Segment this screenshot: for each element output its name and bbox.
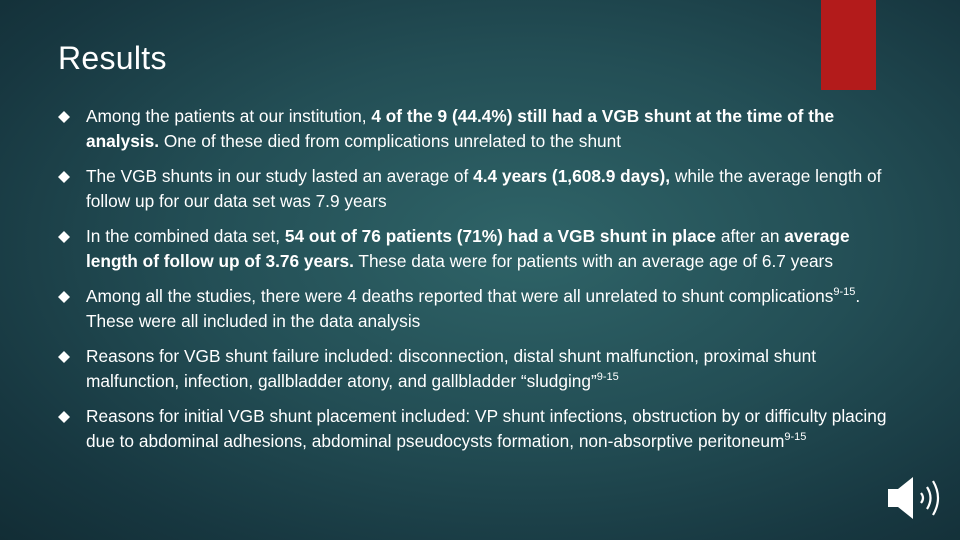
diamond-bullet-icon — [58, 351, 70, 363]
diamond-bullet-icon — [58, 411, 70, 423]
accent-bar — [821, 0, 876, 90]
speaker-icon[interactable] — [885, 472, 943, 524]
bullet-item — [58, 224, 898, 274]
bullet-item — [58, 104, 898, 154]
bullet-text: The VGB shunts in our study lasted an average of 4.4 years (1,608.9 days), while the average length of follow up for our data set was 7.9 years — [86, 166, 882, 211]
bullet-text: Reasons for initial VGB shunt placement included: VP shunt infections, obstruction by or difficulty placing due to abdominal adhesions, abdominal pseudocysts formation, non-absorptive peritoneum$^{9-15}$ — [86, 406, 887, 451]
bullet-list — [58, 104, 898, 464]
bullet-item — [58, 344, 898, 394]
bullet-text: In the combined data set, 54 out of 76 patients (71%) had a VGB shunt in place after an average length of follow up of 3.76 years. These data were for patients with an average age of 6.7 years — [86, 226, 850, 271]
bullet-text: Reasons for VGB shunt failure included: disconnection, distal shunt malfunction, proximal shunt malfunction, infection, gallbladder atony, and gallbladder “sludging”$^{9-15}$ — [86, 346, 817, 391]
diamond-bullet-icon — [58, 291, 70, 303]
bullet-item — [58, 404, 898, 454]
bullet-text: Among all the studies, there were 4 deaths reported that were all unrelated to shunt complications$^{9-15}$. These were all included in the data analysis — [86, 286, 861, 331]
slide-title: Results — [58, 40, 167, 76]
bullet-item — [58, 284, 898, 334]
diamond-bullet-icon — [58, 111, 70, 123]
bullet-text: Among the patients at our institution, 4 of the 9 (44.4%) still had a VGB shunt at the time of the analysis. One of these died from complications unrelated to the shunt — [86, 106, 835, 151]
diamond-bullet-icon — [58, 171, 70, 183]
bullet-item — [58, 164, 898, 214]
diamond-bullet-icon — [58, 231, 70, 243]
